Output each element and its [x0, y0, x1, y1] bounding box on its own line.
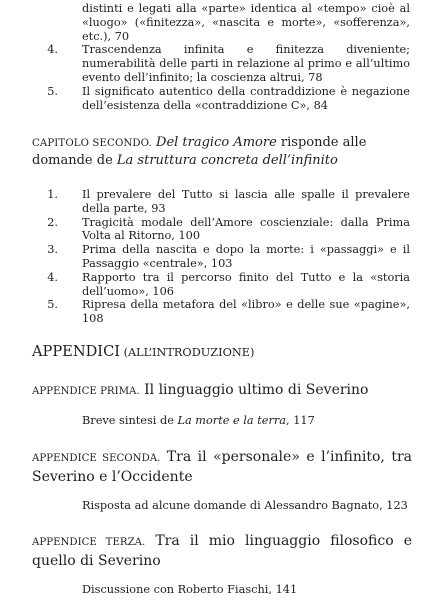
toc-list-continued [0, 2, 433, 112]
toc-item [0, 216, 433, 244]
toc-item-number: 1. [47, 188, 58, 201]
toc-item-number: 5. [47, 84, 58, 98]
toc-item-text-content: distinti e legati alla «parte» identica al «tempo» cioè al «luogo» («finitezza», «nascita e morte», «sofferenza», etc.), 70 [82, 2, 410, 43]
appendix-subtitle-text: Breve sintesi de [82, 414, 178, 427]
toc-item-text: Il prevalere del Tutto si lascia alle spalle il prevalere della parte, 93 [82, 188, 410, 215]
toc-list-chapter2 [0, 188, 433, 326]
appendix-label: APPENDICE TERZA. [32, 537, 146, 548]
toc-item-number: 2. [47, 215, 58, 229]
toc-item-text: Ripresa della metafora del «libro» e delle sue «pagine», 108 [82, 298, 410, 326]
appendix-label: APPENDICE PRIMA. [32, 386, 140, 397]
toc-item-number: 4. [47, 43, 58, 57]
appendix-title-text: Il linguaggio ultimo di Severino [139, 382, 369, 398]
appendix-subtitle-text: Discussione con Roberto Fiaschi, 141 [82, 583, 298, 596]
toc-item-text: Prima della nascita e dopo la morte: i «passaggi» e il Passaggio «centrale», 103 [82, 243, 410, 270]
appendices-heading [32, 343, 412, 362]
toc-item [0, 43, 433, 84]
chapter-label: CAPITOLO SECONDO. [32, 138, 152, 149]
toc-item [0, 243, 433, 271]
appendix-subtitle [82, 583, 412, 597]
chapter-heading [32, 134, 412, 169]
toc-item [0, 2, 433, 43]
appendix-subtitle-text: Risposta ad alcune domande di Alessandro Bagnato, 123 [82, 499, 408, 512]
appendix-title [32, 448, 412, 486]
chapter-title-text: risponde alle domande de [32, 135, 367, 168]
appendix-subtitle-italic: La morte e la terra [177, 414, 287, 427]
appendix-subtitle [82, 499, 412, 513]
toc-item-number: 5. [47, 298, 58, 312]
appendix-subtitle [82, 414, 412, 428]
toc-item-text: Trascendenza infinita e finitezza diveniente; numerabilità delle parti in relazione al primo e all’ultimo evento dell’infinito; la coscienza altrui, 78 [82, 43, 410, 84]
appendices-sublabel: (ALL’INTRODUZIONE) [120, 346, 255, 359]
appendix-label: APPENDICE SECONDA. [32, 453, 161, 464]
toc-item-text [82, 2, 410, 43]
toc-item [0, 85, 433, 113]
appendix-title-text: Tra il «personale» e l’infinito, tra Severino e l’Occidente [32, 449, 412, 485]
chapter-title-italic: Del tragico Amore [156, 135, 277, 150]
toc-item-number: 3. [47, 243, 58, 257]
appendix-subtitle-page: , 117 [286, 414, 315, 427]
toc-item [0, 271, 433, 299]
toc-item-number: 4. [47, 270, 58, 284]
appendix-title-text: Tra il mio linguaggio filosofico e quello di Severino [32, 533, 413, 569]
appendix-title [32, 381, 412, 401]
toc-item-text: Il significato autentico della contraddizione è negazione dell’esistenza della «contraddizione C», 84 [82, 84, 410, 112]
appendix-title [32, 532, 412, 570]
toc-item [0, 298, 433, 326]
toc-item [0, 188, 433, 216]
toc-item-text: Tragicità modale dell’Amore coscienziale: dalla Prima Volta al Ritorno, 100 [82, 215, 410, 243]
chapter-title-italic: La struttura concreta dell’infinito [116, 153, 338, 168]
toc-item-text: Rapporto tra il percorso finito del Tutto e la «storia dell’uomo», 106 [82, 270, 410, 298]
appendices-label: APPENDICI [32, 343, 120, 360]
